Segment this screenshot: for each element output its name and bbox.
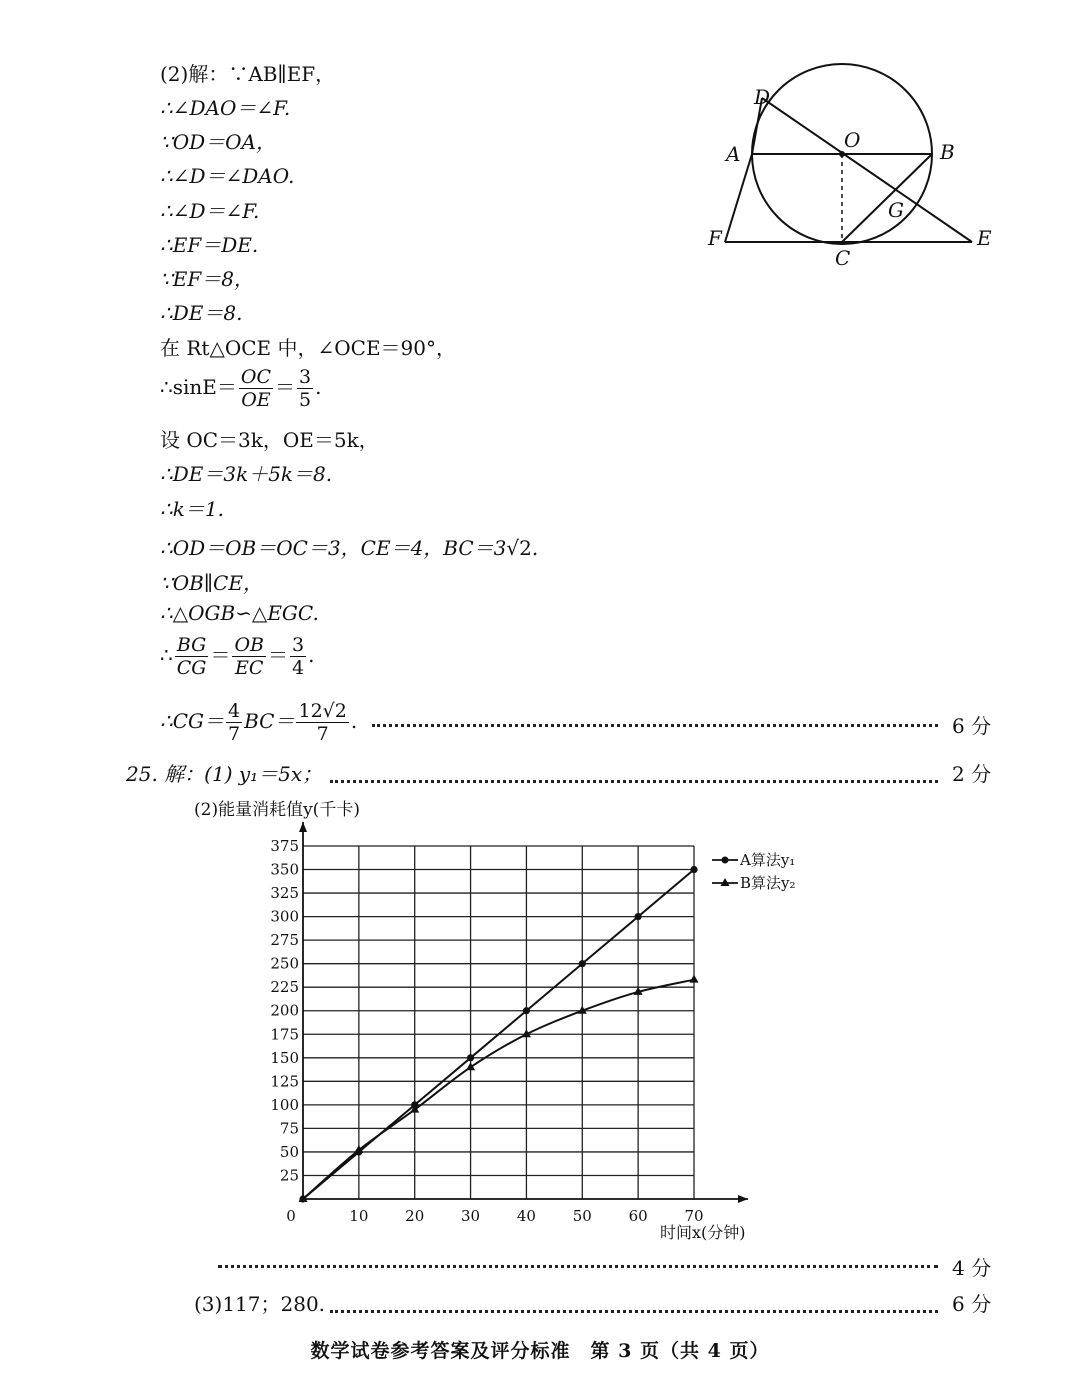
y-tick-label: 200 [270, 1001, 299, 1020]
fraction-denominator: EC [235, 657, 264, 679]
step-18-mid: BC＝ [244, 709, 295, 733]
chart-y-axis-title: (2)能量消耗值y(千卡) [194, 800, 360, 820]
step-5: ∴∠D＝∠F. [160, 199, 260, 223]
fraction-numerator: OB [234, 634, 264, 656]
fraction-numerator: 3 [292, 634, 305, 656]
y-tick-label: 225 [270, 978, 299, 997]
problem-25-part-3: (3)117；280. [194, 1292, 326, 1316]
step-6: ∴EF＝DE. [160, 233, 259, 257]
label-e: E [977, 226, 992, 250]
label-f: F [708, 226, 722, 250]
fraction-denominator: 5 [299, 389, 312, 411]
equals-sign: ＝ [210, 643, 231, 667]
score-label: 6 分 [952, 1292, 992, 1316]
leader-dots [330, 1310, 938, 1313]
period: . [350, 709, 358, 733]
fraction-denominator: 7 [316, 723, 329, 745]
x-tick-label: 0 [286, 1207, 296, 1225]
data-point-b [690, 975, 699, 983]
legend-marker-circle [722, 857, 729, 864]
x-tick-label: 20 [405, 1207, 425, 1225]
page-footer: 数学试卷参考答案及评分标准 第 3 页（共 4 页） [310, 1340, 770, 1362]
y-tick-label: 125 [270, 1072, 299, 1091]
period: . [531, 536, 539, 560]
fraction-denominator: CG [176, 657, 207, 679]
x-tick-label: 10 [349, 1207, 369, 1225]
equals-sign: ＝ [268, 643, 288, 667]
score-label: 6 分 [952, 714, 992, 738]
y-tick-label: 50 [279, 1142, 299, 1161]
step-18-prefix: ∴CG＝ [160, 709, 225, 733]
score-label: 2 分 [952, 762, 992, 786]
series-line-b [303, 980, 694, 1199]
step-7: ∵EF＝8， [160, 267, 254, 291]
legend-marker-triangle [721, 878, 730, 886]
equals-sign: ＝ [275, 375, 295, 399]
fraction-numerator: 3 [299, 366, 312, 388]
label-c: C [835, 246, 851, 270]
y-tick-label: 100 [270, 1095, 299, 1114]
label-g: G [888, 198, 904, 222]
x-axis-title: 时间x(分钟) [660, 1223, 746, 1242]
fraction-denominator: 4 [292, 657, 305, 679]
period: . [308, 643, 315, 667]
fraction-numerator: 4 [228, 700, 241, 722]
step-11: 设 OC＝3k，OE＝5k， [160, 428, 379, 452]
data-point-a [523, 1007, 530, 1014]
step-12: ∴DE＝3k＋5k＝8. [160, 462, 333, 486]
label-d: D [754, 85, 771, 109]
y-axis-arrow [299, 822, 307, 832]
y-tick-label: 300 [270, 907, 299, 926]
label-b: B [940, 140, 955, 164]
y-tick-label: 275 [270, 931, 299, 950]
step-8: ∴DE＝8. [160, 301, 243, 325]
step-4: ∴∠D＝∠DAO. [160, 164, 295, 188]
fraction-numerator: BG [175, 634, 209, 657]
label-o: O [844, 128, 861, 152]
y-tick-label: 325 [270, 884, 299, 903]
score-label: 4 分 [952, 1256, 992, 1280]
step-2: ∴∠DAO＝∠F. [160, 96, 291, 120]
step-17-prefix: ∴ [160, 643, 173, 667]
fraction-denominator: OE [241, 389, 271, 411]
x-tick-label: 50 [572, 1207, 592, 1225]
legend-label: A算法y₁ [740, 851, 796, 869]
data-point-a [467, 1054, 474, 1061]
fraction-denominator: 7 [228, 723, 241, 745]
label-a: A [726, 142, 741, 166]
step-15: ∵OB∥CE， [160, 571, 263, 595]
fraction-numerator: 12√2 [298, 700, 347, 722]
step-10-prefix: ∴sinE＝ [160, 375, 237, 399]
x-axis-arrow [738, 1195, 748, 1203]
problem-25-part-1: 25. 解：(1) y₁＝5x； [126, 762, 323, 786]
step-3: ∵OD＝OA， [160, 130, 276, 154]
x-tick-label: 30 [461, 1207, 481, 1225]
step-16: ∴△OGB∽△EGC. [160, 601, 319, 625]
fraction-numerator: OC [240, 366, 271, 388]
y-tick-label: 350 [270, 860, 299, 879]
step-13: ∴k＝1. [160, 497, 224, 521]
y-tick-label: 250 [270, 954, 299, 973]
period: . [315, 375, 322, 399]
legend-label: B算法y₂ [740, 874, 796, 892]
y-tick-label: 25 [279, 1166, 299, 1185]
y-tick-label: 150 [270, 1048, 299, 1067]
leader-dots [218, 1265, 938, 1268]
x-tick-label: 40 [516, 1207, 536, 1225]
x-tick-label: 60 [628, 1207, 648, 1225]
step-14-text: ∴OD＝OB＝OC＝3，CE＝4，BC＝3 [160, 536, 507, 560]
y-tick-label: 175 [270, 1025, 299, 1044]
x-tick-label: 70 [684, 1207, 704, 1225]
data-point-a [579, 960, 586, 967]
chart-legend [712, 851, 796, 892]
step-1: (2)解：∵AB∥EF， [160, 62, 336, 86]
step-9: 在 Rt△OCE 中，∠OCE＝90°， [160, 336, 456, 360]
sqrt-2: √2 [506, 536, 532, 560]
data-point-a [690, 866, 697, 873]
y-tick-label: 375 [270, 837, 299, 855]
y-tick-label: 75 [279, 1119, 299, 1138]
chart-grid [303, 846, 694, 1199]
data-point-a [635, 913, 642, 920]
